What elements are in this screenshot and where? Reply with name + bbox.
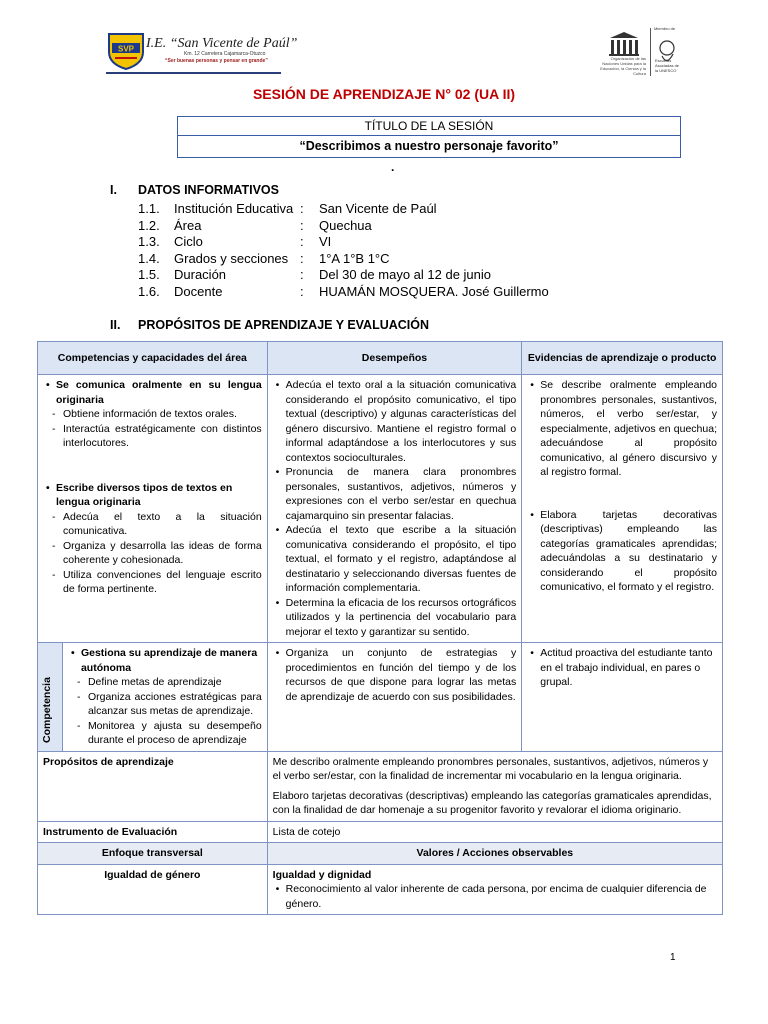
- datos-num: 1.3.: [138, 234, 160, 249]
- table-row: [38, 864, 723, 915]
- evidencias-cell: [522, 375, 723, 643]
- school-logo: [107, 30, 145, 70]
- section-1-title: DATOS INFORMATIVOS: [138, 183, 279, 197]
- asp-member-text: Miembro de: [654, 26, 676, 31]
- capacidad-item: - Organiza y desarrolla las ideas de forma coherente y cohesionada.: [63, 539, 262, 568]
- capacidad-item: - Define metas de aprendizaje: [88, 675, 262, 690]
- datos-sep: :: [300, 201, 304, 216]
- datos-num: 1.2.: [138, 217, 160, 233]
- evidencia-item: • Elabora tarjetas decorativas (descriptivas) empleando las categorías gramaticales aprendidas; adecuándolas a su destinatario y considerando el propósito comunicativo, el formato y el registro.: [540, 508, 717, 595]
- datos-label: Área: [174, 217, 202, 233]
- competencia-title: • Escribe diversos tipos de textos en lengua originaria: [56, 481, 262, 510]
- datos-value: San Vicente de Paúl: [319, 201, 437, 216]
- valor-item: • Reconocimiento al valor inherente de cada persona, por encima de cualquier diferencia de género.: [286, 882, 717, 911]
- datos-row: [138, 267, 549, 284]
- section-2-number: II.: [110, 318, 121, 332]
- desempeno-item: • Pronuncia de manera clara pronombres personales, sustantivos, adjetivos, números y expresiones con el verbo ser/estar en quechua cajamarquino sin presentar falacias.: [286, 465, 517, 523]
- evaluation-table: [37, 341, 723, 915]
- capacidad-item: - Organiza acciones estratégicas para alcanzar sus metas de aprendizaje.: [88, 690, 262, 719]
- table-row: [38, 843, 723, 865]
- session-title-box: [177, 116, 681, 158]
- separator-dot: .: [391, 160, 395, 174]
- desempeno-item: • Determina la eficacia de los recursos ortográficos utilizados y la pertinencia del vocabulario para mejorar el texto y garantizar su sentido.: [286, 596, 517, 640]
- header-underline: [106, 72, 281, 74]
- page-number: 1: [670, 952, 676, 963]
- valores-header: Valores / Acciones observables: [267, 843, 722, 865]
- datos-sep: :: [300, 267, 304, 282]
- capacidad-item: - Monitorea y ajusta su desempeño durante el proceso de aprendizaje: [88, 719, 262, 748]
- transversal-label-cell: [38, 643, 63, 752]
- section-1-number: I.: [110, 183, 117, 197]
- competencia-title: • Se comunica oralmente en su lengua originaria: [56, 378, 262, 407]
- header-divider: [650, 28, 651, 76]
- evidencia-transversal-cell: [522, 643, 723, 752]
- table-row: [38, 643, 723, 752]
- evidencia-item: • Se describe oralmente empleando pronombres personales, sustantivos, números, el verbo ser/estar, y especialmente, adjetivos en quechua; adecuándose al propósito comunicativo, al género discursivo y al registro formal.: [540, 378, 717, 480]
- datos-row: [138, 201, 549, 218]
- propositos-cell: [267, 751, 722, 821]
- datos-num: 1.5.: [138, 267, 160, 282]
- datos-row: [138, 218, 549, 235]
- datos-label: Ciclo: [174, 234, 203, 249]
- datos-row: [138, 234, 549, 251]
- datos-value: HUAMÁN MOSQUERA. José Guillermo: [319, 283, 549, 299]
- valor-title: Igualdad y dignidad: [272, 868, 372, 881]
- datos-value: Del 30 de mayo al 12 de junio: [319, 267, 492, 282]
- table-row: [38, 821, 723, 843]
- enfoque-header: Enfoque transversal: [38, 843, 268, 865]
- proposito-text: Elaboro tarjetas decorativas (descriptivas) empleando las categorías gramaticales aprendidas, con la finalidad de dar homenaje a su progenitor favorito y revalorar el idioma originario.: [272, 789, 712, 816]
- datos-num: 1.4.: [138, 250, 160, 266]
- school-name: I.E. “San Vicente de Paúl”: [146, 36, 298, 51]
- desempeno-transversal-cell: [267, 643, 522, 752]
- datos-sep: :: [300, 283, 304, 299]
- desempeno-item: • Organiza un conjunto de estrategias y procedimientos en función del tiempo y de los recursos de que dispone para lograr las metas de aprendizaje de acuerdo con sus posibilidades.: [286, 646, 517, 704]
- datos-list: [138, 201, 549, 300]
- instrumento-label: Instrumento de Evaluación: [38, 821, 268, 843]
- desempeno-item: • Adecúa el texto que escribe a la situación comunicativa considerando el propósito, el tipo textual, el formato y el registro, adaptándose al destinatario y seleccionando diversas fuentes de información complementaria.: [286, 523, 517, 596]
- header-competencias: Competencias y capacidades del área: [38, 342, 268, 375]
- capacidad-item: - Utiliza convenciones del lenguaje escrito de forma pertinente.: [63, 568, 262, 597]
- header-desempenos: Desempeños: [267, 342, 522, 375]
- datos-value: Quechua: [319, 217, 372, 233]
- datos-label: Docente: [174, 283, 223, 299]
- session-name: “Describimos a nuestro personaje favorito”: [299, 139, 559, 153]
- valores-cell: [267, 864, 722, 915]
- proposito-text: Me describo oralmente empleando pronombres personales, sustantivos, adjetivos, números y el verbo ser/estar, con la finalidad de incrementar mi vocabulario en la lengua originaria.: [272, 755, 709, 782]
- section-2-title: PROPÓSITOS DE APRENDIZAJE Y EVALUACIÓN: [138, 318, 430, 332]
- datos-sep: :: [300, 250, 304, 266]
- datos-label: Institución Educativa: [174, 201, 294, 216]
- desempenos-cell: [267, 375, 522, 643]
- capacidad-item: - Adecúa el texto a la situación comunicativa.: [63, 510, 262, 539]
- datos-row: [138, 284, 549, 301]
- logo-text: SVP: [117, 44, 135, 54]
- datos-value: VI: [319, 234, 332, 249]
- school-address: Km. 12 Carretera Cajamarca-Otuzco: [184, 51, 266, 57]
- page-title: SESIÓN DE APRENDIZAJE N° 02 (UA II): [252, 86, 516, 102]
- propositos-label: Propósitos de aprendizaje: [38, 751, 268, 821]
- header-evidencias: Evidencias de aprendizaje o producto: [522, 342, 723, 375]
- datos-label: Grados y secciones: [174, 250, 289, 266]
- evidencia-item: • Actitud proactiva del estudiante tanto en el trabajo individual, en pares o grupal.: [540, 646, 717, 690]
- section-1-heading: [110, 183, 279, 197]
- capacidad-item: - Obtiene información de textos orales.: [63, 407, 262, 422]
- datos-sep: :: [300, 217, 304, 233]
- competencias-cell: [38, 375, 268, 643]
- datos-num: 1.6.: [138, 283, 160, 299]
- datos-label: Duración: [174, 267, 227, 282]
- transversal-label: Competencia: [41, 677, 53, 743]
- table-header-row: [38, 342, 723, 375]
- asp-text: Escuelas Asociadas de la UNESCO: [655, 58, 680, 73]
- section-2-heading: [110, 318, 429, 332]
- capacidad-item: - Interactúa estratégicamente con distintos interlocutores.: [63, 422, 262, 451]
- datos-sep: :: [300, 234, 304, 249]
- datos-num: 1.1.: [138, 201, 160, 216]
- desempeno-item: • Adecúa el texto oral a la situación comunicativa considerando el propósito comunicativo, el tipo textual (descriptivo) y algunas características del género discursivo. Mantiene el registro formal o informal adaptándose a los interlocutores y sus contextos socioculturales.: [286, 378, 517, 465]
- unesco-text: Organización de las Naciones Unidas para la Educación, la Ciencia y la Cultura: [600, 56, 646, 76]
- instrumento-value: Lista de cotejo: [267, 821, 722, 843]
- table-row: [38, 375, 723, 643]
- school-motto: “Ser buenas personas y pensar en grande”: [165, 58, 268, 64]
- enfoque-name: Igualdad de género: [38, 864, 268, 915]
- competencia-transversal-cell: [62, 643, 267, 752]
- session-label: TÍTULO DE LA SESIÓN: [178, 117, 680, 136]
- competencia-title: • Gestiona su aprendizaje de manera autónoma: [81, 646, 262, 675]
- table-row: [38, 751, 723, 821]
- datos-row: [138, 251, 549, 268]
- datos-value: 1°A 1°B 1°C: [319, 250, 390, 266]
